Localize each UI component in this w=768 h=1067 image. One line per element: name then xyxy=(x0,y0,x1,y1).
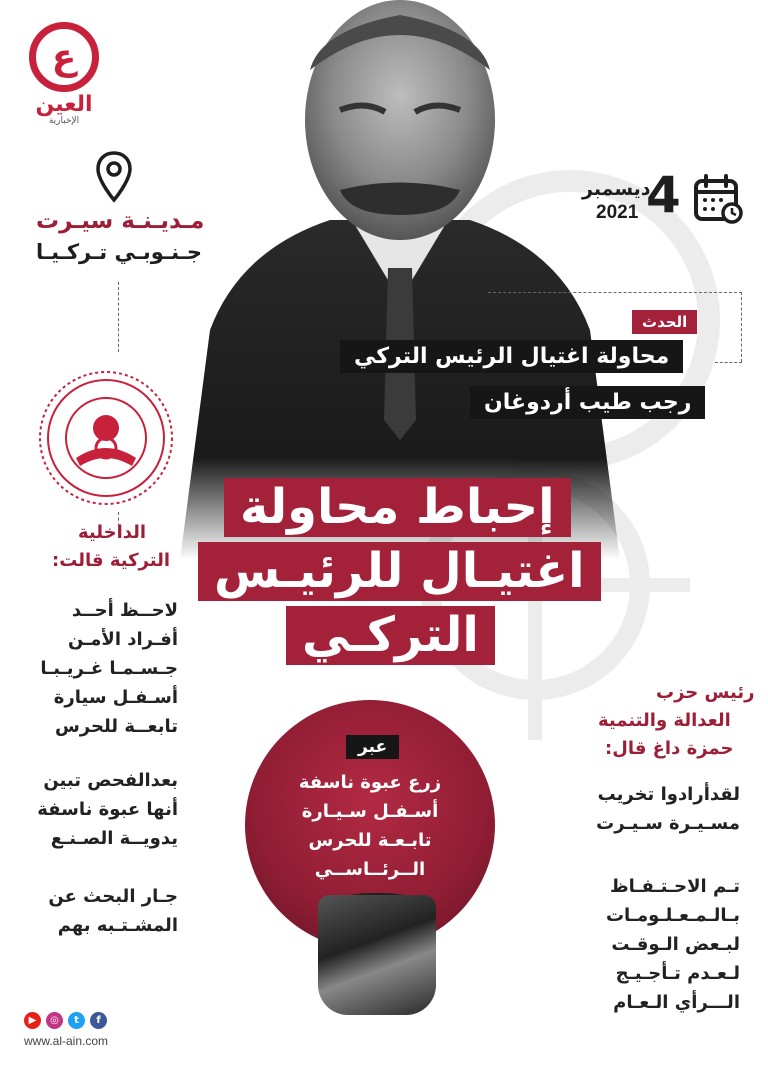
logo-name: العين xyxy=(35,92,93,117)
ministry-point2 xyxy=(36,766,178,853)
location-city: مـديـنـة سيـرت xyxy=(36,208,205,234)
leader-point2 xyxy=(586,872,740,1017)
al-ain-logo xyxy=(24,22,104,126)
leader-point2-line: لبـعض الـوقـت xyxy=(611,934,740,955)
ministry-point3-line: المشـتـبه بهم xyxy=(57,915,178,936)
ministry-point1-line: أفـراد الأمـن xyxy=(67,629,178,650)
ministry-point3-line: جـار البحث عن xyxy=(48,886,178,907)
method-line: الــرئــاســي xyxy=(314,859,426,880)
leader-point2-line: الـــرأي الـعـام xyxy=(613,992,740,1013)
ministry-heading-line1: الداخلية xyxy=(78,522,147,543)
ministry-heading-line2: التركية قالت: xyxy=(52,550,171,571)
date-day: 4 xyxy=(646,166,681,224)
ministry-point2-line: يدويــة الصـنـع xyxy=(50,828,178,849)
date-year: 2021 xyxy=(596,202,639,223)
connector-line-left-top xyxy=(118,282,119,352)
instagram-icon[interactable]: ◎ xyxy=(46,1012,63,1029)
method-line: تابـعـة للحرس xyxy=(308,830,432,851)
location-pin-icon xyxy=(94,150,134,204)
twitter-icon[interactable]: t xyxy=(68,1012,85,1029)
bomb-object-photo xyxy=(318,895,436,1015)
leader-point2-line: بـالـمـعـلـومـات xyxy=(605,905,740,926)
connector-line-right xyxy=(741,292,742,362)
ministry-point1-line: لاحــظ أحــد xyxy=(71,600,178,621)
event-line1: محاولة اغتيال الرئيس التركي xyxy=(340,340,683,373)
leader-point1 xyxy=(586,780,740,838)
website-link[interactable]: www.al-ain.com xyxy=(24,1034,109,1048)
leader-point2-line: تـم الاحـتـفـاظ xyxy=(609,876,740,897)
headline-line1: إحباط محاولة xyxy=(224,478,571,537)
logo-mark: ع xyxy=(29,22,99,92)
portrait-photo xyxy=(180,0,620,560)
ministry-point3 xyxy=(36,882,178,940)
method-line: أسـفـل سـيـارة xyxy=(301,801,439,822)
leader-heading-line1: رئيس حزب xyxy=(656,682,755,703)
facebook-icon[interactable]: f xyxy=(90,1012,107,1029)
calendar-icon xyxy=(692,172,744,224)
connector-line-top xyxy=(488,292,742,293)
interior-ministry-seal xyxy=(36,368,176,508)
ministry-point1-line: جـسـمـا غـريـبـا xyxy=(40,658,178,679)
leader-heading-line2: العدالة والتنمية xyxy=(598,710,731,731)
youtube-icon[interactable]: ▶ xyxy=(24,1012,41,1029)
connector-line-middle xyxy=(715,362,742,363)
ministry-point1-line: أسـفـل سيارة xyxy=(53,687,178,708)
date-month: ديسمبر xyxy=(582,178,651,200)
leader-point1-line: لقدأرادوا تخريب xyxy=(597,784,740,805)
leader-point1-line: مسـيـرة سـيـرت xyxy=(596,813,740,834)
location-region: جـنـوبـي تـركـيـا xyxy=(36,240,203,264)
logo-subtitle: الإخبارية xyxy=(48,116,80,126)
ministry-point1-line: تابعــة للحرس xyxy=(54,716,178,737)
event-line2: رجب طيب أردوغان xyxy=(470,386,705,419)
ministry-point2-line: بعدالفحص تبين xyxy=(43,770,178,791)
leader-heading-line3: حمزة داغ قال: xyxy=(605,738,734,759)
headline-line2: اغتيـال للرئيـس xyxy=(198,542,601,601)
event-tag: الحدث xyxy=(632,310,697,334)
ministry-point1 xyxy=(36,596,178,741)
leader-point2-line: لـعـدم تـأجـيـج xyxy=(615,963,740,984)
ministry-point2-line: أنها عبوة ناسفة xyxy=(37,799,178,820)
social-icons xyxy=(24,1012,107,1029)
headline-line3: التركـي xyxy=(286,606,495,665)
method-text xyxy=(270,768,470,884)
method-line: زرع عبوة ناسفة xyxy=(298,772,442,793)
method-tag: عبر xyxy=(346,735,399,759)
